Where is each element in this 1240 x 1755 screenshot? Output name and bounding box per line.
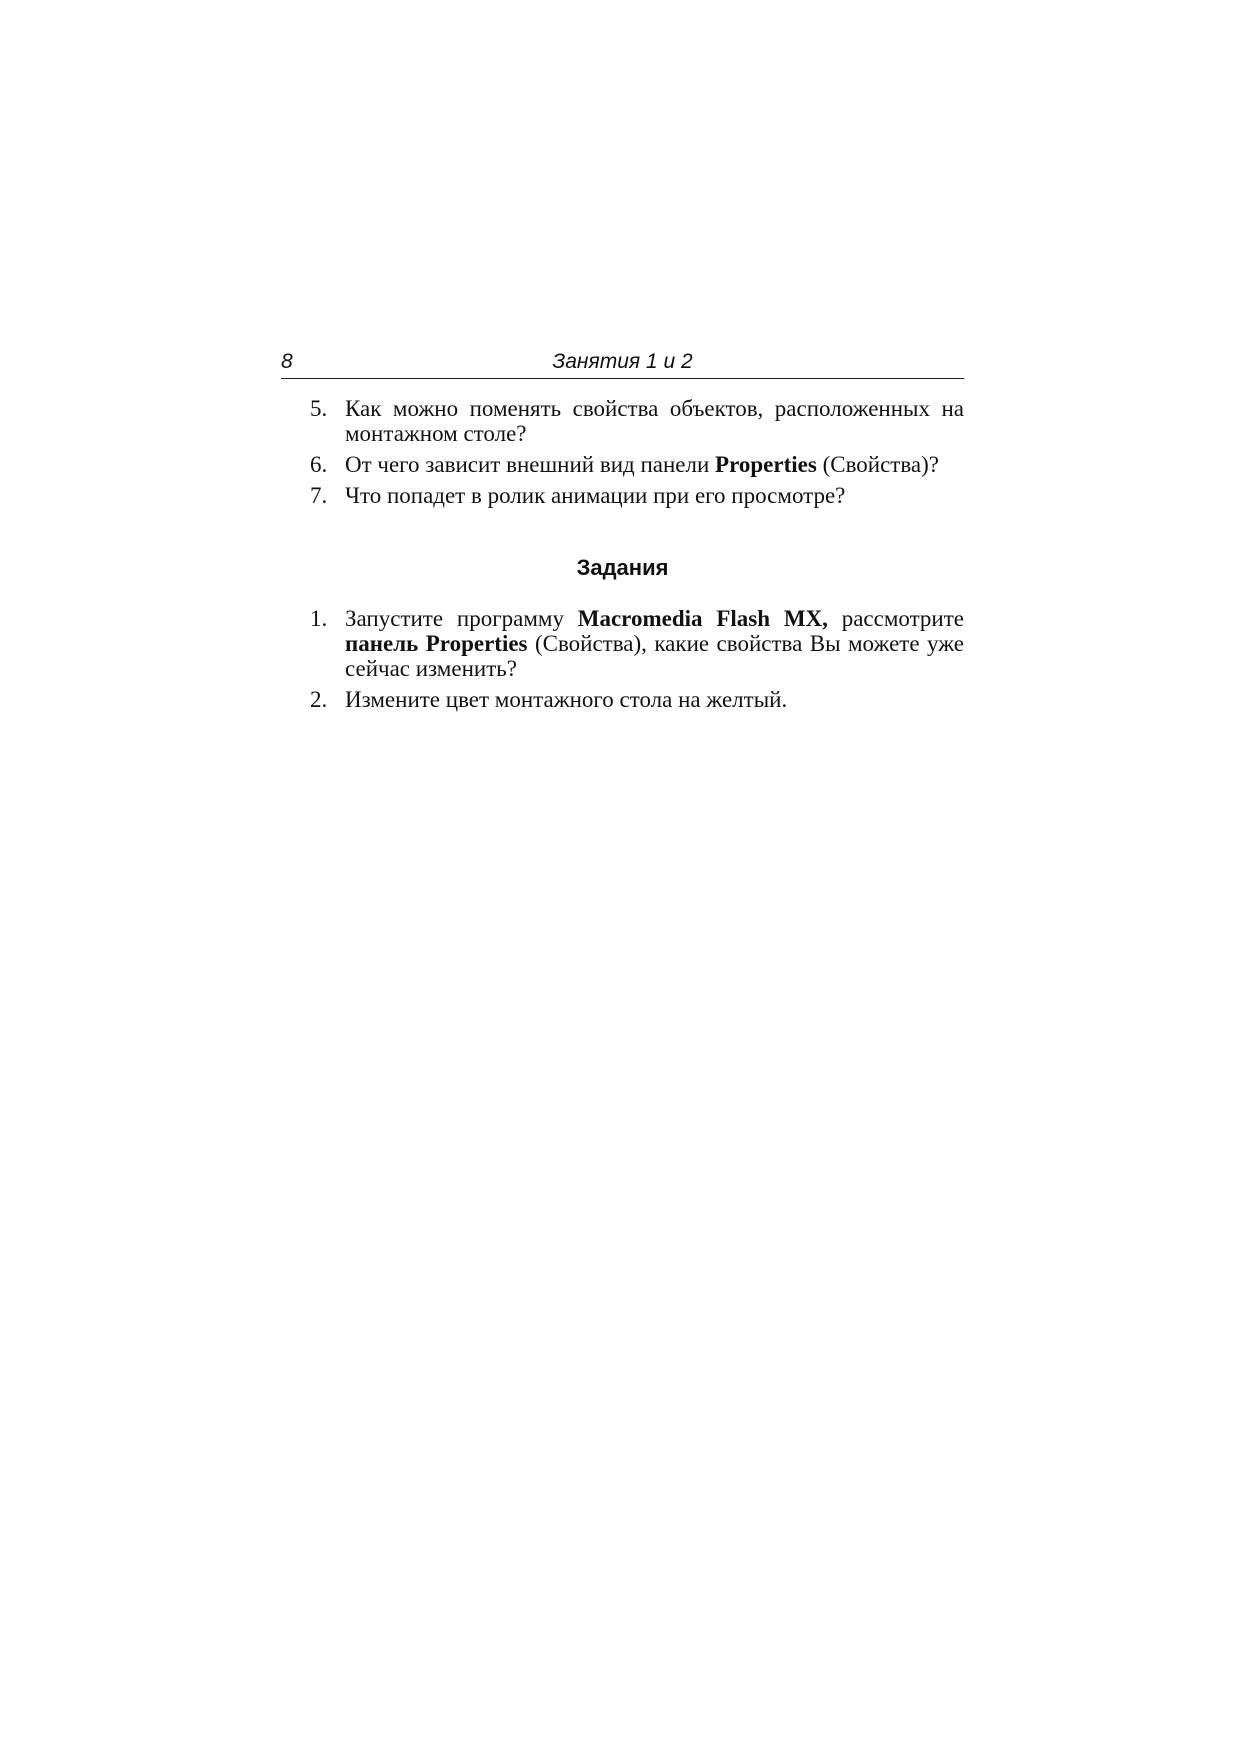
running-title: Занятия 1 и 2: [552, 350, 693, 373]
item-text: [345, 606, 964, 681]
list-item: [310, 687, 964, 712]
list-item: [310, 396, 964, 446]
section-heading: Задания: [576, 555, 669, 580]
questions-list: [310, 396, 964, 514]
list-item: [310, 452, 964, 477]
text-fragment: (Свойства), какие свойства Вы можете уже сейчас изменить?: [345, 631, 964, 681]
item-number: 2.: [310, 687, 328, 712]
bold-term: Properties: [715, 452, 817, 477]
text-fragment: От чего зависит внешний вид панели: [345, 452, 716, 477]
item-number: 6.: [310, 452, 328, 477]
bold-term: панель Properties: [345, 631, 528, 656]
item-text: [345, 452, 939, 477]
tasks-list: [310, 606, 964, 718]
list-item: [310, 483, 964, 508]
item-number: 5.: [310, 396, 328, 421]
item-number: 7.: [310, 483, 328, 508]
list-item: [310, 606, 964, 681]
item-number: 1.: [310, 606, 328, 631]
bold-term: Macromedia Flash MX,: [577, 606, 828, 631]
item-text: Что попадет в ролик анимации при его просмотре?: [345, 483, 846, 508]
page-number: 8: [281, 350, 293, 373]
text-fragment: рассмотрите: [827, 606, 964, 631]
text-fragment: (Свойства)?: [816, 452, 939, 477]
item-text: Как можно поменять свойства объектов, расположенных на монтажном столе?: [345, 396, 964, 446]
page-header: [281, 348, 964, 379]
text-fragment: Запустите программу: [345, 606, 578, 631]
item-text: Измените цвет монтажного стола на желтый.: [345, 687, 788, 712]
